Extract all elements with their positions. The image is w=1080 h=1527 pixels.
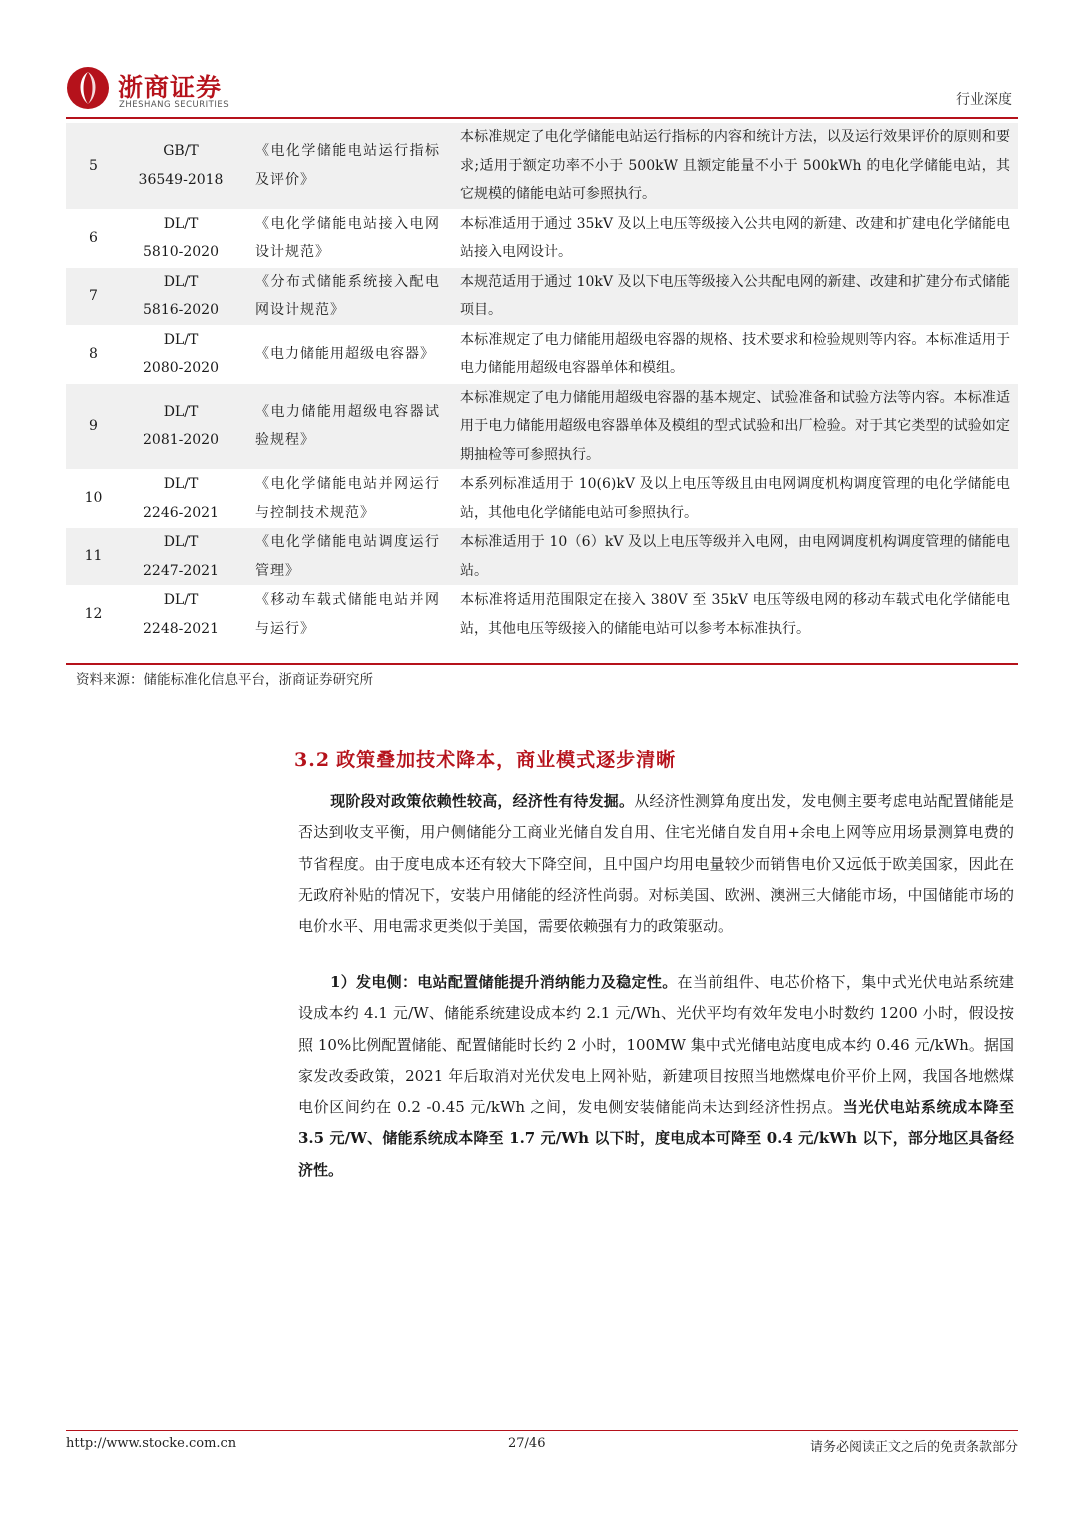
footer-divider <box>66 1430 1018 1431</box>
footer-website-link[interactable]: http://www.stocke.com.cn <box>66 1436 237 1451</box>
row-number: 10 <box>66 470 121 528</box>
standard-description: 本标准规定了电力储能用超级电容器的规格、技术要求和检验规则等内容。本标准适用于电力储能用超级电容器单体和模组。 <box>452 325 1018 383</box>
standard-description: 本系列标准适用于 10(6)kV 及以上电压等级且由电网调度机构调度管理的电化学储能电站，其他电化学储能电站可参照执行。 <box>452 470 1018 528</box>
page-header <box>66 62 1018 116</box>
standard-name: 《电力储能用超级电容器》 <box>241 325 452 383</box>
standard-name: 《电化学储能电站并网运行与控制技术规范》 <box>241 470 452 528</box>
standard-name: 《电力储能用超级电容器试验规程》 <box>241 383 452 470</box>
table-row <box>66 209 1018 267</box>
standard-name: 《电化学储能电站调度运行管理》 <box>241 528 452 586</box>
section-title-text: 政策叠加技术降本，商业模式逐步清晰 <box>336 749 677 771</box>
standard-code: DL/T 2080-2020 <box>121 325 241 383</box>
standard-code: DL/T 2081-2020 <box>121 383 241 470</box>
table-row <box>66 123 1018 209</box>
page-number: 27/46 <box>508 1436 546 1451</box>
report-type-label: 行业深度 <box>956 92 1012 108</box>
row-number: 5 <box>66 123 121 209</box>
paragraph-policy-dependence <box>298 786 1014 942</box>
row-number: 9 <box>66 383 121 470</box>
standard-code: GB/T 36549-2018 <box>121 123 241 209</box>
table-row <box>66 325 1018 383</box>
standard-name: 《移动车载式储能电站并网与运行》 <box>241 586 452 644</box>
row-number: 12 <box>66 586 121 644</box>
standard-description: 本标准适用于 10（6）kV 及以上电压等级并入电网，由电网调度机构调度管理的储能电站。 <box>452 528 1018 586</box>
row-number: 7 <box>66 267 121 325</box>
standard-code: DL/T 5810-2020 <box>121 209 241 267</box>
paragraph-generation-side <box>298 967 1014 1186</box>
paragraph-lead: 现阶段对政策依赖性较高，经济性有待发掘。 <box>330 792 635 810</box>
standards-table <box>66 123 1018 643</box>
standard-name: 《分布式储能系统接入配电网设计规范》 <box>241 267 452 325</box>
table-row <box>66 267 1018 325</box>
row-number: 11 <box>66 528 121 586</box>
standard-description: 本标准适用于通过 35kV 及以上电压等级接入公共电网的新建、改建和扩建电化学储能电站接入电网设计。 <box>452 209 1018 267</box>
paragraph-conclusion: 当光伏电站系统成本降至 3.5 元/W、储能系统成本降至 1.7 元/Wh 以下时，度电成本可降至 0.4 元/kWh 以下，部分地区具备经济性。 <box>298 1098 1014 1179</box>
row-number: 6 <box>66 209 121 267</box>
table-row <box>66 470 1018 528</box>
table-bottom-rule <box>66 663 1018 665</box>
standard-code: DL/T 2246-2021 <box>121 470 241 528</box>
table-row <box>66 383 1018 470</box>
standard-description: 本规范适用于通过 10kV 及以下电压等级接入公共配电网的新建、改建和扩建分布式储能项目。 <box>452 267 1018 325</box>
table-source-note: 资料来源：储能标准化信息平台，浙商证券研究所 <box>76 672 373 688</box>
standard-code: DL/T 5816-2020 <box>121 267 241 325</box>
zheshang-logo-icon <box>66 66 110 110</box>
standard-code: DL/T 2248-2021 <box>121 586 241 644</box>
row-number: 8 <box>66 325 121 383</box>
brand-name: 浙商证券 <box>118 73 223 102</box>
paragraph-lead: 1）发电侧：电站配置储能提升消纳能力及稳定性。 <box>330 973 678 991</box>
paragraph-body: 在当前组件、电芯价格下，集中式光伏电站系统建设成本约 4.1 元/W、储能系统建设成本约 2.1 元/Wh、光伏平均有效年发电小时数约 1200 小时，假设按照 10%比例配置储能、配置储能时长约 2 小时，100MW 集中式光储电站度电成本约 0.46 元/kWh。据国家发改委政策，2021 年后取消对光伏发电上网补贴，新建项目按照当地燃煤电价平价上网，我国各地燃煤电价区间约在 0.2 -0.45 元/kWh 之间，发电侧安装储能尚未达到经济性拐点。 <box>298 973 1014 1117</box>
standard-description: 本标准规定了电化学储能电站运行指标的内容和统计方法，以及运行效果评价的原则和要求;适用于额定功率不小于 500kW 且额定能量不小于 500kWh 的电化学储能电站，其它规模的储能电站可参照执行。 <box>452 123 1018 209</box>
paragraph-body: 从经济性测算角度出发，发电侧主要考虑电站配置储能是否达到收支平衡，用户侧储能分工商业光储自发自用、住宅光储自发自用+余电上网等应用场景测算电费的节省程度。由于度电成本还有较大下降空间，且中国户均用电量较少而销售电价又远低于欧美国家，因此在无政府补贴的情况下，安装户用储能的经济性尚弱。对标美国、欧洲、澳洲三大储能市场，中国储能市场的电价水平、用电需求更类似于美国，需要依赖强有力的政策驱动。 <box>298 792 1014 936</box>
table-row <box>66 586 1018 644</box>
standard-description: 本标准将适用范围限定在接入 380V 至 35kV 电压等级电网的移动车载式电化学储能电站，其他电压等级接入的储能电站可以参考本标准执行。 <box>452 586 1018 644</box>
header-divider <box>66 117 1018 119</box>
section-number: 3.2 <box>294 749 331 771</box>
table-row <box>66 528 1018 586</box>
table-body <box>66 123 1018 643</box>
disclaimer-note: 请务必阅读正文之后的免责条款部分 <box>809 1440 1018 1455</box>
standard-name: 《电化学储能电站接入电网设计规范》 <box>241 209 452 267</box>
standard-name: 《电化学储能电站运行指标及评价》 <box>241 123 452 209</box>
standard-description: 本标准规定了电力储能用超级电容器的基本规定、试验准备和试验方法等内容。本标准适用于电力储能用超级电容器单体及模组的型式试验和出厂检验。对于其它类型的试验如定期抽检等可参照执行。 <box>452 383 1018 470</box>
brand-name-en: ZHESHANG SECURITIES <box>119 100 230 110</box>
standard-code: DL/T 2247-2021 <box>121 528 241 586</box>
section-heading <box>294 745 676 772</box>
